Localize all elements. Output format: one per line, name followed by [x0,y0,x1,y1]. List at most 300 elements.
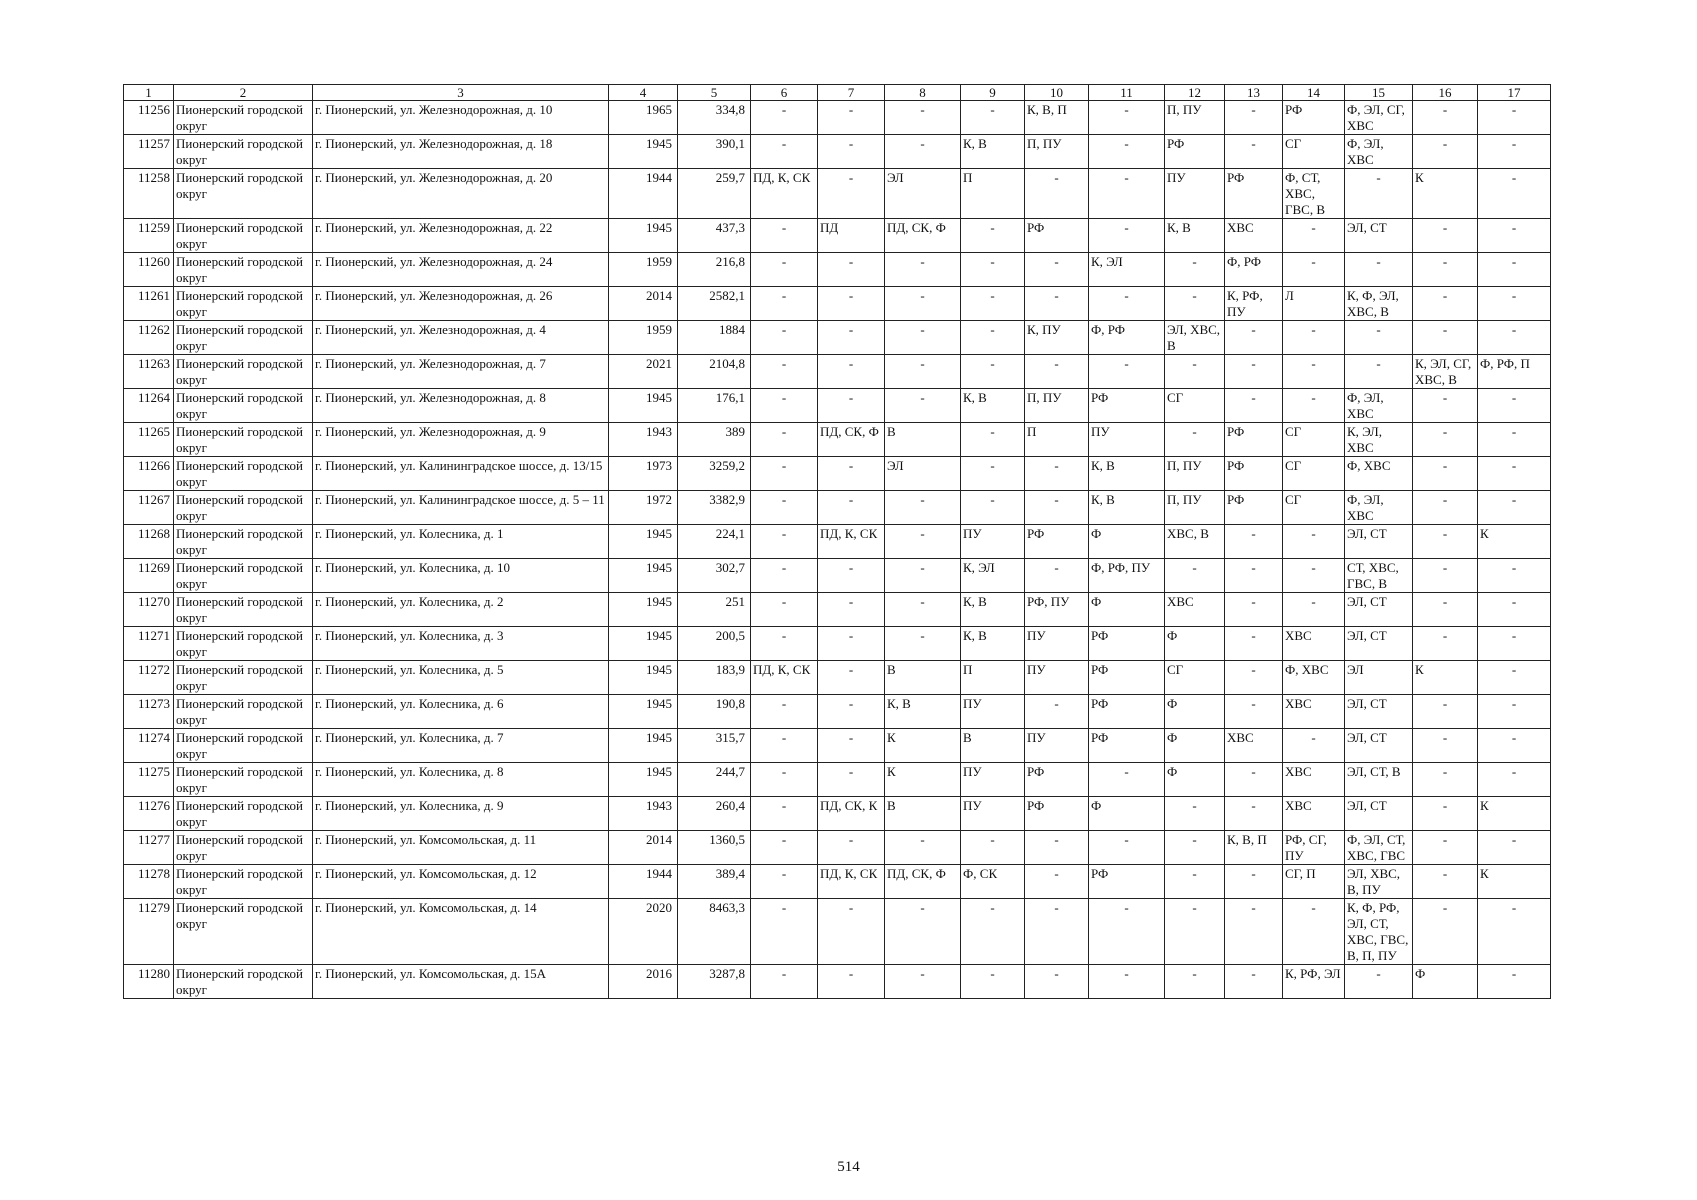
column-header-17: 17 [1478,85,1551,101]
element-cell-17: - [1478,321,1551,355]
element-cell-16: - [1413,695,1478,729]
element-cell-15: ЭЛ, СТ [1345,797,1413,831]
element-cell-10: - [1025,253,1089,287]
area-cell: 389,4 [678,865,751,899]
year-cell: 1945 [609,729,678,763]
year-cell: 1943 [609,423,678,457]
element-cell-12: - [1165,287,1225,321]
element-cell-14: ХВС [1283,695,1345,729]
element-cell-15: ЭЛ, СТ [1345,695,1413,729]
element-cell-10: - [1025,491,1089,525]
element-cell-16: - [1413,831,1478,865]
address-cell: г. Пионерский, ул. Комсомольская, д. 15А [313,965,609,999]
element-cell-6: - [751,797,818,831]
element-cell-15: - [1345,355,1413,389]
element-cell-10: РФ [1025,525,1089,559]
element-cell-14: Ф, СТ, ХВС, ГВС, В [1283,169,1345,219]
element-cell-9: - [961,457,1025,491]
element-cell-10: П, ПУ [1025,389,1089,423]
element-cell-10: К, В, П [1025,101,1089,135]
area-cell: 190,8 [678,695,751,729]
element-cell-11: РФ [1089,865,1165,899]
element-cell-11: - [1089,169,1165,219]
year-cell: 1945 [609,389,678,423]
element-cell-16: - [1413,457,1478,491]
table-row [124,287,1551,321]
area-cell: 260,4 [678,797,751,831]
table-row [124,763,1551,797]
area-cell: 244,7 [678,763,751,797]
element-cell-14: РФ [1283,101,1345,135]
element-cell-7: - [818,101,885,135]
element-cell-11: - [1089,101,1165,135]
element-cell-8: - [885,627,961,661]
district-cell: Пионерский городской округ [174,729,313,763]
element-cell-14: СГ [1283,491,1345,525]
element-cell-16: - [1413,865,1478,899]
area-cell: 251 [678,593,751,627]
district-cell: Пионерский городской округ [174,219,313,253]
element-cell-14: СГ [1283,135,1345,169]
element-cell-17: Ф, РФ, П [1478,355,1551,389]
row-number: 11257 [124,135,174,169]
year-cell: 1945 [609,135,678,169]
table-row [124,169,1551,219]
table-row [124,593,1551,627]
address-cell: г. Пионерский, ул. Калининградское шоссе, д. 5 – 11 [313,491,609,525]
element-cell-7: - [818,729,885,763]
element-cell-12: Ф [1165,763,1225,797]
element-cell-9: - [961,253,1025,287]
row-number: 11270 [124,593,174,627]
element-cell-7: - [818,593,885,627]
table-row [124,457,1551,491]
element-cell-7: - [818,169,885,219]
element-cell-6: - [751,135,818,169]
element-cell-10: РФ, ПУ [1025,593,1089,627]
row-number: 11279 [124,899,174,965]
column-header-1: 1 [124,85,174,101]
element-cell-7: - [818,287,885,321]
element-cell-11: - [1089,831,1165,865]
element-cell-10: - [1025,287,1089,321]
element-cell-11: Ф [1089,593,1165,627]
column-header-15: 15 [1345,85,1413,101]
element-cell-14: СГ [1283,423,1345,457]
element-cell-13: ХВС [1225,729,1283,763]
element-cell-8: - [885,965,961,999]
district-cell: Пионерский городской округ [174,389,313,423]
element-cell-16: - [1413,135,1478,169]
table-row [124,253,1551,287]
element-cell-8: В [885,661,961,695]
element-cell-10: - [1025,865,1089,899]
element-cell-17: - [1478,695,1551,729]
element-cell-6: - [751,253,818,287]
element-cell-11: - [1089,965,1165,999]
element-cell-14: - [1283,729,1345,763]
element-cell-17: - [1478,965,1551,999]
table-row [124,101,1551,135]
area-cell: 3382,9 [678,491,751,525]
element-cell-9: ПУ [961,763,1025,797]
element-cell-13: РФ [1225,423,1283,457]
district-cell: Пионерский городской округ [174,559,313,593]
row-number: 11273 [124,695,174,729]
table-row [124,831,1551,865]
table-row [124,219,1551,253]
element-cell-8: К [885,763,961,797]
element-cell-16: К [1413,661,1478,695]
element-cell-7: ПД, СК, Ф [818,423,885,457]
element-cell-13: - [1225,763,1283,797]
area-cell: 2104,8 [678,355,751,389]
district-cell: Пионерский городской округ [174,355,313,389]
address-cell: г. Пионерский, ул. Железнодорожная, д. 4 [313,321,609,355]
element-cell-7: ПД, К, СК [818,865,885,899]
element-cell-17: - [1478,729,1551,763]
element-cell-9: К, В [961,389,1025,423]
element-cell-14: - [1283,389,1345,423]
element-cell-13: Ф, РФ [1225,253,1283,287]
element-cell-9: К, ЭЛ [961,559,1025,593]
element-cell-14: Л [1283,287,1345,321]
table-row [124,865,1551,899]
element-cell-9: К, В [961,135,1025,169]
element-cell-7: ПД, СК, К [818,797,885,831]
address-cell: г. Пионерский, ул. Колесника, д. 9 [313,797,609,831]
element-cell-12: РФ [1165,135,1225,169]
element-cell-9: - [961,899,1025,965]
element-cell-11: К, ЭЛ [1089,253,1165,287]
element-cell-13: - [1225,865,1283,899]
element-cell-12: К, В [1165,219,1225,253]
address-cell: г. Пионерский, ул. Колесника, д. 2 [313,593,609,627]
element-cell-9: - [961,965,1025,999]
table-row [124,797,1551,831]
district-cell: Пионерский городской округ [174,135,313,169]
element-cell-7: - [818,899,885,965]
element-cell-14: ХВС [1283,763,1345,797]
district-cell: Пионерский городской округ [174,101,313,135]
table-row [124,423,1551,457]
element-cell-14: РФ, СГ, ПУ [1283,831,1345,865]
element-cell-6: - [751,219,818,253]
year-cell: 1945 [609,627,678,661]
element-cell-9: П [961,169,1025,219]
year-cell: 1943 [609,797,678,831]
element-cell-14: ХВС [1283,797,1345,831]
element-cell-8: - [885,899,961,965]
element-cell-8: - [885,525,961,559]
district-cell: Пионерский городской округ [174,797,313,831]
element-cell-10: РФ [1025,797,1089,831]
element-cell-12: - [1165,899,1225,965]
element-cell-16: - [1413,763,1478,797]
element-cell-9: - [961,321,1025,355]
address-cell: г. Пионерский, ул. Комсомольская, д. 11 [313,831,609,865]
element-cell-15: ЭЛ, СТ [1345,593,1413,627]
table-row [124,525,1551,559]
element-cell-12: ХВС [1165,593,1225,627]
element-cell-10: РФ [1025,219,1089,253]
element-cell-10: - [1025,559,1089,593]
row-number: 11268 [124,525,174,559]
element-cell-17: - [1478,559,1551,593]
element-cell-16: - [1413,899,1478,965]
element-cell-12: - [1165,253,1225,287]
area-cell: 2582,1 [678,287,751,321]
element-cell-10: ПУ [1025,729,1089,763]
area-cell: 259,7 [678,169,751,219]
element-cell-15: Ф, ЭЛ, ХВС [1345,389,1413,423]
column-header-6: 6 [751,85,818,101]
district-cell: Пионерский городской округ [174,831,313,865]
area-cell: 224,1 [678,525,751,559]
column-header-3: 3 [313,85,609,101]
element-cell-17: - [1478,253,1551,287]
address-cell: г. Пионерский, ул. Железнодорожная, д. 10 [313,101,609,135]
element-cell-6: - [751,101,818,135]
element-cell-13: - [1225,101,1283,135]
element-cell-15: Ф, ЭЛ, ХВС [1345,491,1413,525]
element-cell-9: - [961,287,1025,321]
element-cell-9: - [961,101,1025,135]
element-cell-17: - [1478,219,1551,253]
table-header [124,85,1551,101]
address-cell: г. Пионерский, ул. Колесника, д. 7 [313,729,609,763]
element-cell-12: - [1165,831,1225,865]
element-cell-11: - [1089,899,1165,965]
element-cell-8: - [885,593,961,627]
element-cell-13: - [1225,321,1283,355]
element-cell-6: - [751,355,818,389]
element-cell-8: ЭЛ [885,457,961,491]
element-cell-6: - [751,695,818,729]
element-cell-7: - [818,389,885,423]
element-cell-15: К, Ф, РФ, ЭЛ, СТ, ХВС, ГВС, В, П, ПУ [1345,899,1413,965]
area-cell: 334,8 [678,101,751,135]
element-cell-7: - [818,457,885,491]
element-cell-13: К, РФ, ПУ [1225,287,1283,321]
element-cell-17: - [1478,423,1551,457]
address-cell: г. Пионерский, ул. Железнодорожная, д. 26 [313,287,609,321]
element-cell-17: - [1478,831,1551,865]
year-cell: 1944 [609,169,678,219]
element-cell-13: - [1225,593,1283,627]
row-number: 11267 [124,491,174,525]
element-cell-7: - [818,321,885,355]
year-cell: 1945 [609,559,678,593]
address-cell: г. Пионерский, ул. Железнодорожная, д. 9 [313,423,609,457]
table-row [124,695,1551,729]
element-cell-12: Ф [1165,627,1225,661]
element-cell-16: - [1413,729,1478,763]
row-number: 11258 [124,169,174,219]
element-cell-6: - [751,559,818,593]
element-cell-10: - [1025,965,1089,999]
element-cell-7: - [818,491,885,525]
element-cell-8: ПД, СК, Ф [885,865,961,899]
element-cell-9: ПУ [961,695,1025,729]
element-cell-12: - [1165,355,1225,389]
element-cell-13: - [1225,965,1283,999]
year-cell: 1945 [609,219,678,253]
element-cell-7: - [818,695,885,729]
year-cell: 2016 [609,965,678,999]
year-cell: 1945 [609,525,678,559]
element-cell-11: - [1089,287,1165,321]
element-cell-6: - [751,423,818,457]
area-cell: 3287,8 [678,965,751,999]
district-cell: Пионерский городской округ [174,457,313,491]
element-cell-13: - [1225,695,1283,729]
element-cell-11: РФ [1089,627,1165,661]
page-number: 514 [837,1159,860,1175]
element-cell-10: ПУ [1025,627,1089,661]
element-cell-10: - [1025,899,1089,965]
element-cell-9: - [961,491,1025,525]
address-cell: г. Пионерский, ул. Колесника, д. 8 [313,763,609,797]
element-cell-13: - [1225,389,1283,423]
element-cell-17: К [1478,865,1551,899]
address-cell: г. Пионерский, ул. Колесника, д. 1 [313,525,609,559]
column-header-13: 13 [1225,85,1283,101]
area-cell: 1884 [678,321,751,355]
element-cell-9: - [961,219,1025,253]
element-cell-16: - [1413,491,1478,525]
element-cell-15: ЭЛ, ХВС, В, ПУ [1345,865,1413,899]
column-header-11: 11 [1089,85,1165,101]
element-cell-8: - [885,287,961,321]
element-cell-13: РФ [1225,491,1283,525]
area-cell: 8463,3 [678,899,751,965]
element-cell-14: - [1283,593,1345,627]
element-cell-12: Ф [1165,729,1225,763]
row-number: 11262 [124,321,174,355]
element-cell-6: - [751,899,818,965]
district-cell: Пионерский городской округ [174,593,313,627]
row-number: 11278 [124,865,174,899]
element-cell-14: - [1283,899,1345,965]
element-cell-16: - [1413,287,1478,321]
row-number: 11260 [124,253,174,287]
address-cell: г. Пионерский, ул. Комсомольская, д. 14 [313,899,609,965]
district-cell: Пионерский городской округ [174,253,313,287]
row-number: 11261 [124,287,174,321]
element-cell-6: - [751,525,818,559]
element-cell-16: - [1413,627,1478,661]
element-cell-12: ХВС, В [1165,525,1225,559]
element-cell-13: К, В, П [1225,831,1283,865]
area-cell: 437,3 [678,219,751,253]
row-number: 11265 [124,423,174,457]
element-cell-17: - [1478,661,1551,695]
element-cell-15: ЭЛ, СТ [1345,525,1413,559]
district-cell: Пионерский городской округ [174,965,313,999]
element-cell-10: К, ПУ [1025,321,1089,355]
area-cell: 200,5 [678,627,751,661]
element-cell-10: - [1025,831,1089,865]
district-cell: Пионерский городской округ [174,661,313,695]
year-cell: 1944 [609,865,678,899]
element-cell-12: П, ПУ [1165,457,1225,491]
area-cell: 3259,2 [678,457,751,491]
address-cell: г. Пионерский, ул. Железнодорожная, д. 20 [313,169,609,219]
element-cell-6: - [751,287,818,321]
element-cell-8: - [885,101,961,135]
element-cell-10: - [1025,355,1089,389]
element-cell-10: РФ [1025,763,1089,797]
element-cell-14: - [1283,355,1345,389]
address-cell: г. Пионерский, ул. Железнодорожная, д. 8 [313,389,609,423]
element-cell-15: ЭЛ, СТ, В [1345,763,1413,797]
element-cell-17: - [1478,101,1551,135]
element-cell-13: - [1225,355,1283,389]
element-cell-7: - [818,627,885,661]
element-cell-17: - [1478,763,1551,797]
element-cell-9: ПУ [961,525,1025,559]
district-cell: Пионерский городской округ [174,491,313,525]
element-cell-13: - [1225,797,1283,831]
year-cell: 1945 [609,695,678,729]
element-cell-6: - [751,389,818,423]
element-cell-15: Ф, ЭЛ, ХВС [1345,135,1413,169]
year-cell: 2014 [609,831,678,865]
element-cell-14: - [1283,253,1345,287]
element-cell-6: ПД, К, СК [751,169,818,219]
address-cell: г. Пионерский, ул. Калининградское шоссе, д. 13/15 [313,457,609,491]
element-cell-11: РФ [1089,695,1165,729]
address-cell: г. Пионерский, ул. Железнодорожная, д. 18 [313,135,609,169]
element-cell-11: Ф [1089,797,1165,831]
table-row [124,965,1551,999]
element-cell-10: - [1025,169,1089,219]
row-number: 11280 [124,965,174,999]
element-cell-17: - [1478,627,1551,661]
column-header-8: 8 [885,85,961,101]
district-cell: Пионерский городской округ [174,423,313,457]
element-cell-6: - [751,593,818,627]
element-cell-12: - [1165,965,1225,999]
element-cell-12: П, ПУ [1165,491,1225,525]
element-cell-14: СГ, П [1283,865,1345,899]
row-number: 11276 [124,797,174,831]
element-cell-15: ЭЛ, СТ [1345,627,1413,661]
area-cell: 390,1 [678,135,751,169]
district-cell: Пионерский городской округ [174,899,313,965]
element-cell-16: - [1413,253,1478,287]
element-cell-16: Ф [1413,965,1478,999]
element-cell-10: - [1025,695,1089,729]
element-cell-8: - [885,253,961,287]
table-row [124,627,1551,661]
area-cell: 183,9 [678,661,751,695]
element-cell-13: РФ [1225,457,1283,491]
element-cell-16: - [1413,423,1478,457]
element-cell-17: - [1478,169,1551,219]
element-cell-14: Ф, ХВС [1283,661,1345,695]
element-cell-8: В [885,797,961,831]
address-cell: г. Пионерский, ул. Колесника, д. 6 [313,695,609,729]
element-cell-10: П [1025,423,1089,457]
address-cell: г. Пионерский, ул. Колесника, д. 5 [313,661,609,695]
element-cell-11: ПУ [1089,423,1165,457]
district-cell: Пионерский городской округ [174,763,313,797]
table-body [124,101,1551,999]
element-cell-10: ПУ [1025,661,1089,695]
element-cell-16: - [1413,525,1478,559]
